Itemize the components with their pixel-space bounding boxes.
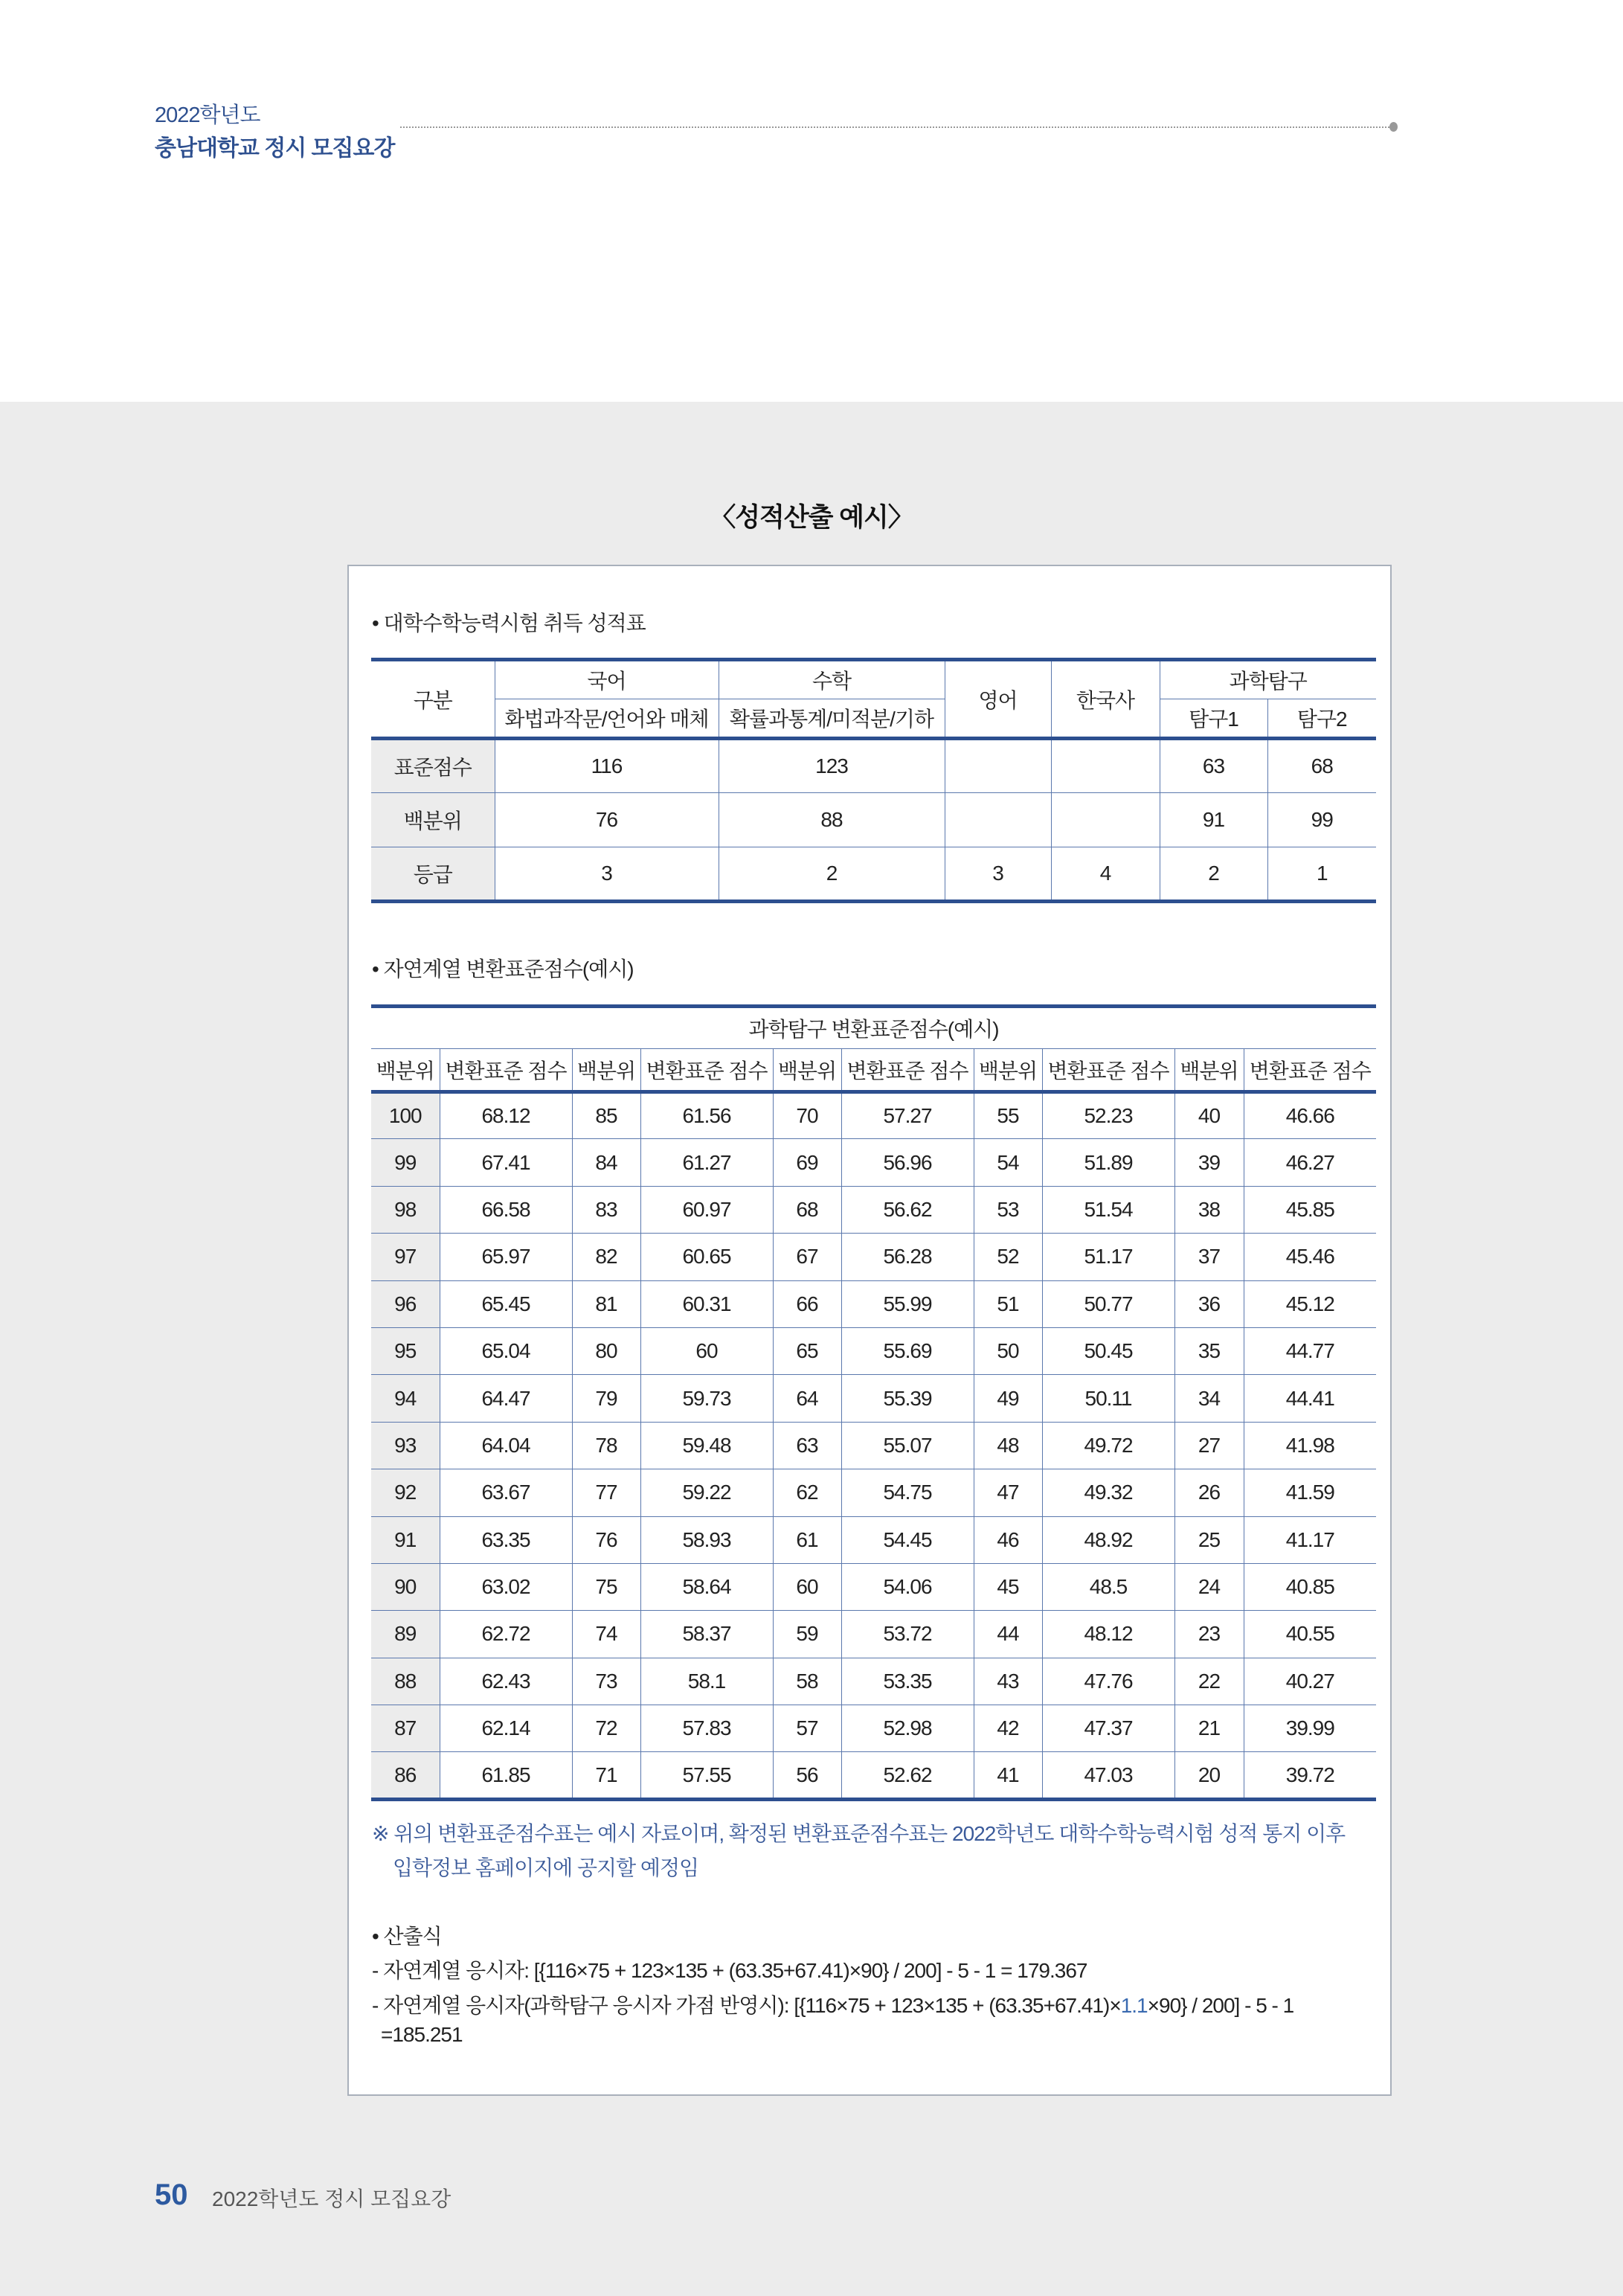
header-converted-score: 변환표준 점수 [841, 1049, 974, 1092]
converted-score-cell: 63.67 [440, 1469, 572, 1516]
table-row [371, 1139, 1376, 1186]
note-line-1: ※ 위의 변환표준점수표는 예시 자료이며, 확정된 변환표준점수표는 2022학년도 대학수학능력시험 성적 통지 이후 [372, 1822, 1346, 1845]
percentile-cell: 58 [773, 1658, 841, 1705]
percentile-cell: 55 [974, 1092, 1042, 1139]
converted-score-cell: 53.35 [841, 1658, 974, 1705]
percentile-cell: 81 [572, 1280, 640, 1327]
converted-score-cell: 49.32 [1042, 1469, 1174, 1516]
converted-score-cell: 59.22 [640, 1469, 773, 1516]
converted-score-cell: 65.45 [440, 1280, 572, 1327]
header-year: 2022학년도 [155, 103, 260, 127]
converted-score-cell: 60 [640, 1327, 773, 1374]
converted-score-cell: 41.17 [1244, 1516, 1376, 1563]
converted-score-cell: 40.85 [1244, 1563, 1376, 1610]
converted-score-cell: 67.41 [440, 1139, 572, 1186]
percentile-cell: 75 [572, 1563, 640, 1610]
converted-score-cell: 45.85 [1244, 1186, 1376, 1233]
percentile-cell: 22 [1174, 1658, 1244, 1705]
percentile-cell: 68 [773, 1186, 841, 1233]
percentile-cell: 57 [773, 1705, 841, 1752]
bullet-score-report: • 대학수학능력시험 취득 성적표 [372, 612, 646, 635]
percentile-cell: 62 [773, 1469, 841, 1516]
header-percentile: 백분위 [1174, 1049, 1244, 1092]
header-sci2: 탐구2 [1267, 699, 1376, 739]
cell-korean: 116 [495, 739, 719, 793]
converted-score-cell: 45.12 [1244, 1280, 1376, 1327]
header-sci1: 탐구1 [1160, 699, 1267, 739]
converted-score-cell: 39.99 [1244, 1705, 1376, 1752]
converted-score-cell: 50.45 [1042, 1327, 1174, 1374]
header-history: 한국사 [1051, 660, 1160, 739]
converted-score-cell: 44.77 [1244, 1327, 1376, 1374]
table-row [371, 1422, 1376, 1469]
percentile-cell: 79 [572, 1375, 640, 1422]
percentile-cell: 74 [572, 1611, 640, 1658]
header-math-sub: 확률과통계/미적분/기하 [719, 699, 945, 739]
percentile-cell: 46 [974, 1516, 1042, 1563]
converted-score-cell: 65.04 [440, 1327, 572, 1374]
percentile-cell: 44 [974, 1611, 1042, 1658]
percentile-cell: 20 [1174, 1752, 1244, 1799]
converted-score-cell: 47.37 [1042, 1705, 1174, 1752]
converted-score-cell: 61.85 [440, 1752, 572, 1799]
percentile-cell: 38 [1174, 1186, 1244, 1233]
converted-score-cell: 68.12 [440, 1092, 572, 1139]
percentile-cell: 53 [974, 1186, 1042, 1233]
header-percentile: 백분위 [974, 1049, 1042, 1092]
header-percentile: 백분위 [773, 1049, 841, 1092]
converted-score-cell: 63.35 [440, 1516, 572, 1563]
row-label: 표준점수 [371, 739, 495, 793]
cell-sci2: 1 [1267, 847, 1376, 902]
section-title: 〈성적산출 예시〉 [710, 503, 913, 532]
converted-score-cell: 41.98 [1244, 1422, 1376, 1469]
formula-line-2-c: ×90} / 200] - 5 - 1 [1147, 1994, 1294, 2017]
header-category: 구분 [371, 660, 495, 739]
percentile-cell: 54 [974, 1139, 1042, 1186]
score-report-table [371, 658, 1376, 903]
converted-score-cell: 61.56 [640, 1092, 773, 1139]
percentile-cell: 21 [1174, 1705, 1244, 1752]
percentile-cell: 24 [1174, 1563, 1244, 1610]
converted-score-table [371, 1004, 1376, 1801]
converted-score-cell: 62.43 [440, 1658, 572, 1705]
table-row [371, 1469, 1376, 1516]
table-caption: 과학탐구 변환표준점수(예시) [371, 1007, 1376, 1049]
converted-score-cell: 48.12 [1042, 1611, 1174, 1658]
percentile-cell: 76 [572, 1516, 640, 1563]
table-row [371, 793, 1376, 847]
percentile-cell: 71 [572, 1752, 640, 1799]
header-science: 과학탐구 [1160, 660, 1376, 699]
table-row [371, 1705, 1376, 1752]
percentile-cell: 96 [371, 1280, 440, 1327]
cell-sci2: 68 [1267, 739, 1376, 793]
percentile-cell: 51 [974, 1280, 1042, 1327]
percentile-cell: 36 [1174, 1280, 1244, 1327]
converted-score-cell: 59.73 [640, 1375, 773, 1422]
converted-score-cell: 54.75 [841, 1469, 974, 1516]
percentile-cell: 66 [773, 1280, 841, 1327]
cell-sci1: 63 [1160, 739, 1267, 793]
percentile-cell: 60 [773, 1563, 841, 1610]
cell-korean: 3 [495, 847, 719, 902]
percentile-cell: 80 [572, 1327, 640, 1374]
converted-score-cell: 62.72 [440, 1611, 572, 1658]
header-korean-sub: 화법과작문/언어와 매체 [495, 699, 719, 739]
header-converted-score: 변환표준 점수 [640, 1049, 773, 1092]
converted-score-cell: 48.92 [1042, 1516, 1174, 1563]
converted-score-cell: 48.5 [1042, 1563, 1174, 1610]
percentile-cell: 43 [974, 1658, 1042, 1705]
converted-score-cell: 57.83 [640, 1705, 773, 1752]
percentile-cell: 72 [572, 1705, 640, 1752]
percentile-cell: 89 [371, 1611, 440, 1658]
header-converted-score: 변환표준 점수 [440, 1049, 572, 1092]
converted-score-cell: 60.65 [640, 1234, 773, 1280]
converted-score-cell: 55.69 [841, 1327, 974, 1374]
percentile-cell: 86 [371, 1752, 440, 1799]
cell-sci1: 91 [1160, 793, 1267, 847]
converted-score-cell: 51.54 [1042, 1186, 1174, 1233]
table-row [371, 1563, 1376, 1610]
converted-score-cell: 64.47 [440, 1375, 572, 1422]
percentile-cell: 64 [773, 1375, 841, 1422]
percentile-cell: 52 [974, 1234, 1042, 1280]
table-row [371, 1186, 1376, 1233]
converted-score-cell: 56.28 [841, 1234, 974, 1280]
converted-score-cell: 54.06 [841, 1563, 974, 1610]
cell-korean: 76 [495, 793, 719, 847]
percentile-cell: 26 [1174, 1469, 1244, 1516]
percentile-cell: 93 [371, 1422, 440, 1469]
percentile-cell: 97 [371, 1234, 440, 1280]
percentile-cell: 70 [773, 1092, 841, 1139]
percentile-cell: 82 [572, 1234, 640, 1280]
percentile-cell: 59 [773, 1611, 841, 1658]
converted-score-cell: 46.66 [1244, 1092, 1376, 1139]
header-divider [400, 126, 1389, 128]
converted-score-cell: 49.72 [1042, 1422, 1174, 1469]
converted-score-cell: 55.99 [841, 1280, 974, 1327]
converted-score-cell: 56.62 [841, 1186, 974, 1233]
converted-score-cell: 46.27 [1244, 1139, 1376, 1186]
percentile-cell: 39 [1174, 1139, 1244, 1186]
percentile-cell: 100 [371, 1092, 440, 1139]
cell-sci2: 99 [1267, 793, 1376, 847]
converted-score-cell: 50.11 [1042, 1375, 1174, 1422]
table-row [371, 1092, 1376, 1139]
percentile-cell: 98 [371, 1186, 440, 1233]
converted-score-cell: 54.45 [841, 1516, 974, 1563]
converted-score-cell: 41.59 [1244, 1469, 1376, 1516]
page-number: 50 [155, 2178, 188, 2211]
percentile-cell: 63 [773, 1422, 841, 1469]
percentile-cell: 37 [1174, 1234, 1244, 1280]
percentile-cell: 65 [773, 1327, 841, 1374]
percentile-cell: 69 [773, 1139, 841, 1186]
percentile-cell: 48 [974, 1422, 1042, 1469]
percentile-cell: 67 [773, 1234, 841, 1280]
formula-title: • 산출식 [372, 1925, 442, 1948]
converted-score-cell: 55.07 [841, 1422, 974, 1469]
percentile-cell: 84 [572, 1139, 640, 1186]
header-converted-score: 변환표준 점수 [1244, 1049, 1376, 1092]
footer-text: 2022학년도 정시 모집요강 [212, 2187, 451, 2210]
percentile-cell: 92 [371, 1469, 440, 1516]
converted-score-cell: 40.55 [1244, 1611, 1376, 1658]
bullet-converted-score: • 자연계열 변환표준점수(예시) [372, 958, 634, 981]
converted-score-cell: 51.89 [1042, 1139, 1174, 1186]
percentile-cell: 90 [371, 1563, 440, 1610]
percentile-cell: 34 [1174, 1375, 1244, 1422]
table-row [371, 847, 1376, 902]
table-row [371, 739, 1376, 793]
percentile-cell: 23 [1174, 1611, 1244, 1658]
converted-score-cell: 66.58 [440, 1186, 572, 1233]
percentile-cell: 40 [1174, 1092, 1244, 1139]
converted-score-cell: 57.55 [640, 1752, 773, 1799]
percentile-cell: 88 [371, 1658, 440, 1705]
percentile-cell: 83 [572, 1186, 640, 1233]
cell-history [1051, 739, 1160, 793]
header-title: 충남대학교 정시 모집요강 [155, 136, 395, 161]
percentile-cell: 77 [572, 1469, 640, 1516]
converted-score-cell: 40.27 [1244, 1658, 1376, 1705]
percentile-cell: 95 [371, 1327, 440, 1374]
row-label: 등급 [371, 847, 495, 902]
percentile-cell: 41 [974, 1752, 1042, 1799]
formula-line-2-a: - 자연계열 응시자(과학탐구 응시자 가점 반영시): [{116×75 + 123×135 + (63.35+67.41)× [372, 1994, 1121, 2017]
converted-score-cell: 53.72 [841, 1611, 974, 1658]
converted-score-cell: 58.1 [640, 1658, 773, 1705]
cell-math: 123 [719, 739, 945, 793]
converted-score-cell: 61.27 [640, 1139, 773, 1186]
converted-score-cell: 44.41 [1244, 1375, 1376, 1422]
percentile-cell: 73 [572, 1658, 640, 1705]
cell-math: 88 [719, 793, 945, 847]
header-math: 수학 [719, 660, 945, 699]
formula-line-2 [372, 1989, 1293, 2019]
converted-score-cell: 59.48 [640, 1422, 773, 1469]
table-row [371, 1752, 1376, 1799]
converted-score-cell: 47.03 [1042, 1752, 1174, 1799]
percentile-cell: 47 [974, 1469, 1042, 1516]
percentile-cell: 99 [371, 1139, 440, 1186]
cell-math: 2 [719, 847, 945, 902]
cell-history: 4 [1051, 847, 1160, 902]
percentile-cell: 56 [773, 1752, 841, 1799]
converted-score-cell: 65.97 [440, 1234, 572, 1280]
table-row [371, 1516, 1376, 1563]
converted-score-cell: 47.76 [1042, 1658, 1174, 1705]
converted-score-cell: 58.64 [640, 1563, 773, 1610]
table-row [371, 1611, 1376, 1658]
percentile-cell: 27 [1174, 1422, 1244, 1469]
converted-score-cell: 52.98 [841, 1705, 974, 1752]
table-row [371, 1375, 1376, 1422]
converted-score-cell: 60.31 [640, 1280, 773, 1327]
formula-bonus-factor: 1.1 [1120, 1994, 1148, 2017]
row-label: 백분위 [371, 793, 495, 847]
cell-sci1: 2 [1160, 847, 1267, 902]
converted-score-cell: 63.02 [440, 1563, 572, 1610]
converted-score-cell: 51.17 [1042, 1234, 1174, 1280]
converted-score-cell: 50.77 [1042, 1280, 1174, 1327]
percentile-cell: 45 [974, 1563, 1042, 1610]
header-korean: 국어 [495, 660, 719, 699]
header-percentile: 백분위 [371, 1049, 440, 1092]
percentile-cell: 49 [974, 1375, 1042, 1422]
header-percentile: 백분위 [572, 1049, 640, 1092]
percentile-cell: 35 [1174, 1327, 1244, 1374]
converted-score-cell: 56.96 [841, 1139, 974, 1186]
converted-score-cell: 39.72 [1244, 1752, 1376, 1799]
percentile-cell: 91 [371, 1516, 440, 1563]
cell-english [945, 739, 1051, 793]
converted-score-cell: 58.93 [640, 1516, 773, 1563]
percentile-cell: 87 [371, 1705, 440, 1752]
percentile-cell: 25 [1174, 1516, 1244, 1563]
table-row [371, 1658, 1376, 1705]
table-row [371, 1280, 1376, 1327]
percentile-cell: 42 [974, 1705, 1042, 1752]
table-row [371, 1327, 1376, 1374]
converted-score-cell: 57.27 [841, 1092, 974, 1139]
percentile-cell: 61 [773, 1516, 841, 1563]
table-row [371, 1234, 1376, 1280]
converted-score-cell: 52.23 [1042, 1092, 1174, 1139]
formula-line-3: =185.251 [381, 2023, 463, 2046]
converted-score-cell: 64.04 [440, 1422, 572, 1469]
percentile-cell: 94 [371, 1375, 440, 1422]
note-line-2: 입학정보 홈페이지에 공지할 예정임 [393, 1856, 699, 1879]
converted-score-cell: 58.37 [640, 1611, 773, 1658]
converted-score-cell: 45.46 [1244, 1234, 1376, 1280]
cell-english [945, 793, 1051, 847]
formula-line-1: - 자연계열 응시자: [{116×75 + 123×135 + (63.35+67.41)×90} / 200] - 5 - 1 = 179.367 [372, 1959, 1087, 1982]
header-english: 영어 [945, 660, 1051, 739]
header-converted-score: 변환표준 점수 [1042, 1049, 1174, 1092]
header-dot [1389, 122, 1398, 132]
converted-score-cell: 60.97 [640, 1186, 773, 1233]
percentile-cell: 85 [572, 1092, 640, 1139]
percentile-cell: 78 [572, 1422, 640, 1469]
converted-score-cell: 62.14 [440, 1705, 572, 1752]
cell-history [1051, 793, 1160, 847]
cell-english: 3 [945, 847, 1051, 902]
converted-score-cell: 52.62 [841, 1752, 974, 1799]
percentile-cell: 50 [974, 1327, 1042, 1374]
converted-score-cell: 55.39 [841, 1375, 974, 1422]
